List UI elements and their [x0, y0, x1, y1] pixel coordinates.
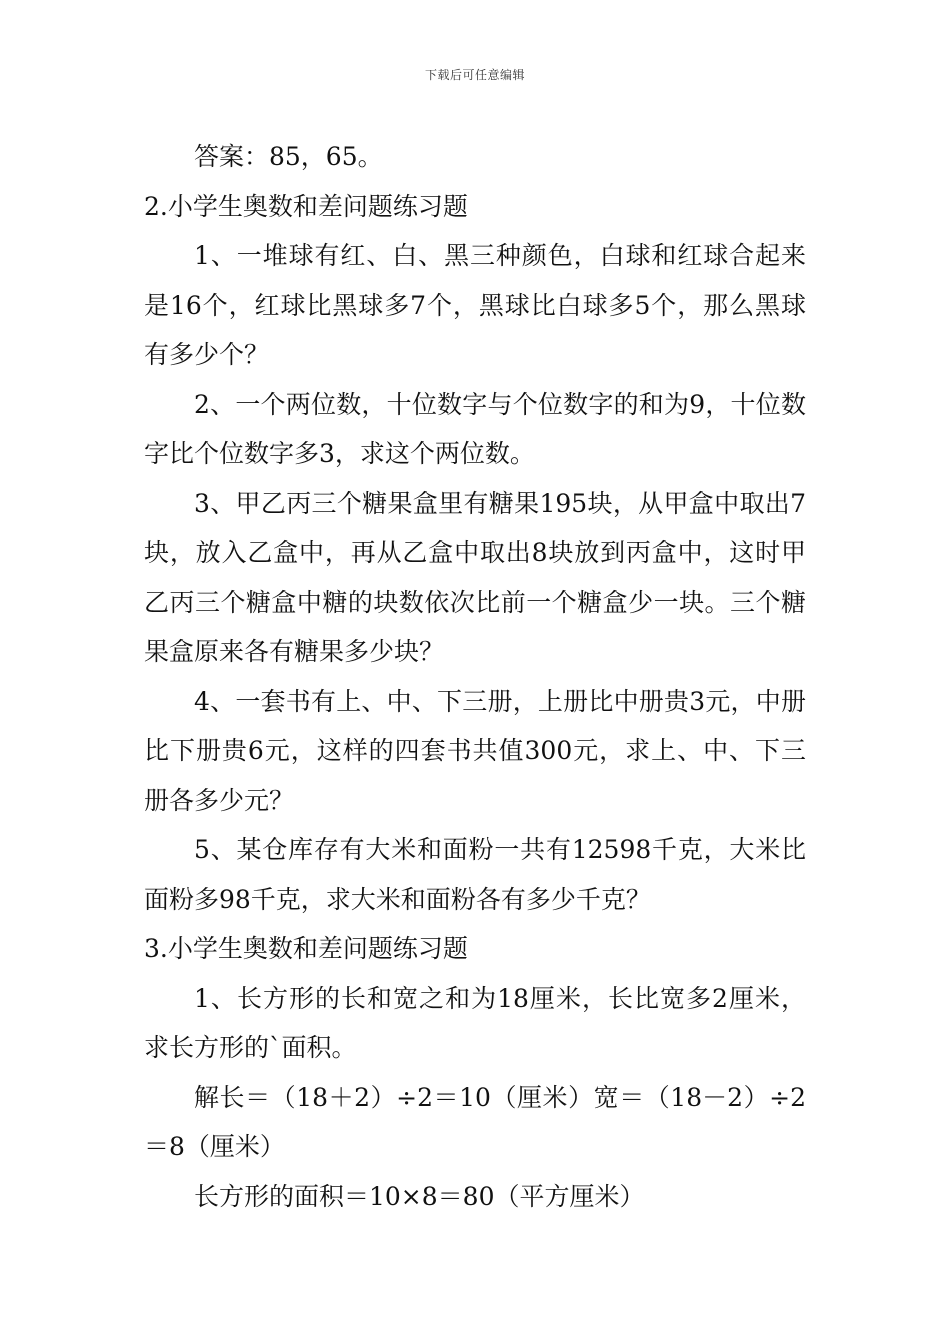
- problem-4-paragraph: 4、一套书有上、中、下三册，上册比中册贵3元，中册比下册贵6元，这样的四套书共值300元，求上、中、下三册各多少元？: [144, 686, 806, 815]
- problem-1-paragraph: 1、一堆球有红、白、黑三种颜色，白球和红球合起来是16个，红球比黑球多7个，黑球比白球多5个，那么黑球有多少个？: [144, 241, 806, 369]
- section-heading-2: 2.小学生奥数和差问题练习题: [144, 191, 468, 221]
- answer-line: 答案：85，65。: [194, 142, 383, 171]
- section-heading-3: 3.小学生奥数和差问题练习题: [144, 934, 468, 963]
- page-header: 下载后可任意编辑: [424, 68, 525, 82]
- area-result-line: 长方形的面积＝10×8＝80（平方厘米）: [194, 1181, 645, 1211]
- solution-line: 解长＝（18＋2）÷2＝10（厘米）宽＝（18－2）÷2＝8（厘米）: [144, 1082, 806, 1161]
- problem-2-paragraph: 2、一个两位数，十位数字与个位数字的和为9，十位数字比个位数字多3，求这个两位数。: [144, 389, 806, 468]
- document-body: [144, 132, 806, 1221]
- problem-rectangle-paragraph: 1、长方形的长和宽之和为18厘米，长比宽多2厘米，求长方形的`面积。: [144, 983, 806, 1062]
- problem-3-paragraph: 3、甲乙丙三个糖果盒里有糖果195块，从甲盒中取出7块，放入乙盒中，再从乙盒中取出8块放到丙盒中，这时甲乙丙三个糖盒中糖的块数依次比前一个糖盒少一块。三个糖果盒原来各有糖果多少块？: [144, 488, 806, 666]
- problem-5-paragraph: 5、某仓库存有大米和面粉一共有12598千克，大米比面粉多98千克，求大米和面粉各有多少千克？: [144, 835, 806, 914]
